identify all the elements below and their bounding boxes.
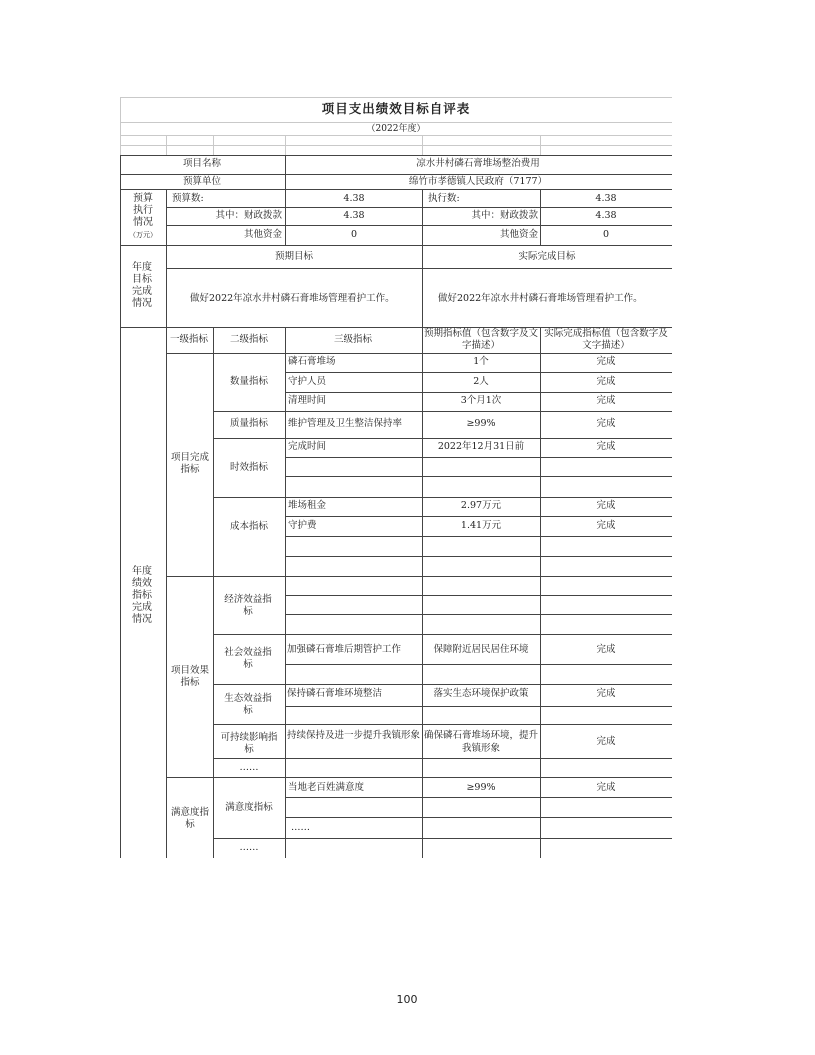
quantity-label: 数量指标 [229, 376, 269, 387]
q2-name: 守护人员 [288, 376, 327, 387]
social-label: 社会效益指标 [224, 647, 272, 670]
ecological-label: 生态效益指标 [224, 693, 272, 716]
fiscal-exec: 4.38 [595, 210, 617, 221]
e1-expected: 落实生态环境保护政策 [433, 688, 529, 699]
effect-ellipsis: …… [239, 762, 259, 773]
other-exec-label: 其他资金 [499, 229, 538, 240]
indicators-section-label: 年度绩效指标完成情况 [132, 566, 152, 625]
year-label: （2022年度） [366, 124, 426, 134]
q2-expected: 2人 [473, 376, 489, 387]
t1-expected: 2022年12月31日前 [437, 441, 525, 452]
satisfaction-label: 满意度指标 [170, 807, 209, 830]
e1-name: 保持磷石膏堆环境整洁 [287, 688, 383, 699]
q3-actual: 完成 [596, 395, 616, 406]
t1-name: 完成时间 [288, 441, 327, 452]
project-name-label: 项目名称 [182, 158, 222, 169]
sat1-name: 当地老百姓满意度 [288, 782, 365, 793]
sat-row-ellipsis: …… [291, 822, 310, 833]
quality-label: 质量指标 [229, 418, 269, 429]
actual-goal-header: 实际完成目标 [518, 251, 576, 262]
other-label: 其他资金 [243, 229, 282, 240]
satisfaction-sub-label: 满意度指标 [225, 802, 273, 813]
budget-value: 4.38 [343, 193, 365, 204]
fiscal-label: 其中：财政拨款 [215, 210, 282, 221]
budget-label: 预算数: [172, 193, 204, 204]
goal-section-label: 年度目标完成情况 [132, 262, 152, 309]
c2-actual: 完成 [596, 520, 616, 531]
header-expected: 预期指标值（包含数字及文字描述） [424, 328, 539, 351]
other-budget: 0 [350, 229, 358, 240]
q1-name: 磷石膏堆场 [288, 356, 336, 367]
c1-name: 堆场租金 [288, 500, 327, 511]
page-title: 项目支出绩效目标自评表 [321, 101, 471, 116]
sustainable-label: 可持续影响指标 [220, 732, 278, 755]
sat1-expected: ≥99% [466, 782, 496, 793]
actual-goal: 做好2022年凉水井村磷石膏堆场管理看护工作。 [438, 293, 643, 304]
p1-expected: 确保磷石膏堆场环境，提升我镇形象 [424, 730, 539, 754]
page-number: 100 [396, 993, 418, 1006]
economic-label: 经济效益指标 [224, 594, 272, 617]
project-effect-label: 项目效果指标 [170, 665, 209, 688]
s1-name: 加强磷石膏堆后期管护工作 [287, 644, 402, 655]
exec-label: 执行数: [428, 193, 460, 204]
exec-value: 4.38 [595, 193, 617, 204]
q3-name: 清理时间 [288, 395, 327, 406]
cost-label: 成本指标 [229, 521, 269, 532]
header-actual: 实际完成指标值（包含数字及文字描述） [544, 328, 668, 351]
p1-actual: 完成 [596, 736, 616, 747]
p1-name: 持续保持及进一步提升我镇形象 [287, 730, 421, 741]
project-completion-label: 项目完成指标 [170, 452, 209, 475]
header-level1: 一级指标 [169, 334, 209, 345]
budget-unit-label: 预算单位 [182, 176, 222, 187]
c1-actual: 完成 [596, 500, 616, 511]
s1-expected: 保障附近居民居住环境 [433, 644, 529, 655]
project-name: 凉水井村磷石膏堆场整治费用 [416, 158, 540, 169]
c2-expected: 1.41万元 [460, 520, 502, 531]
header-level3: 三级指标 [333, 334, 373, 345]
quality-actual: 完成 [596, 418, 616, 429]
t1-actual: 完成 [596, 441, 616, 452]
fiscal-exec-label: 其中：财政拨款 [471, 210, 538, 221]
expected-goal-header: 预期目标 [274, 251, 314, 262]
c1-expected: 2.97万元 [460, 500, 502, 511]
header-level2: 二级指标 [229, 334, 269, 345]
satisfaction-ellipsis: …… [239, 842, 259, 853]
budget-section-label: 预算执行情况 （万元） [126, 193, 160, 241]
timeliness-label: 时效指标 [229, 462, 269, 473]
s1-actual: 完成 [596, 644, 616, 655]
q3-expected: 3个月1次 [460, 395, 502, 406]
q1-expected: 1个 [473, 356, 489, 367]
unit-note: （万元） [129, 231, 157, 239]
q1-actual: 完成 [596, 356, 616, 367]
sat1-actual: 完成 [596, 782, 616, 793]
expected-goal: 做好2022年凉水井村磷石膏堆场管理看护工作。 [190, 293, 395, 304]
fiscal-budget: 4.38 [343, 210, 365, 221]
budget-unit: 绵竹市孝德镇人民政府（7177） [408, 176, 548, 187]
quality-name: 维护管理及卫生整洁保持率 [288, 418, 403, 429]
c2-name: 守护费 [288, 520, 317, 531]
e1-actual: 完成 [596, 688, 616, 699]
quality-expected: ≥99% [466, 418, 496, 429]
q2-actual: 完成 [596, 376, 616, 387]
other-exec: 0 [602, 229, 610, 240]
